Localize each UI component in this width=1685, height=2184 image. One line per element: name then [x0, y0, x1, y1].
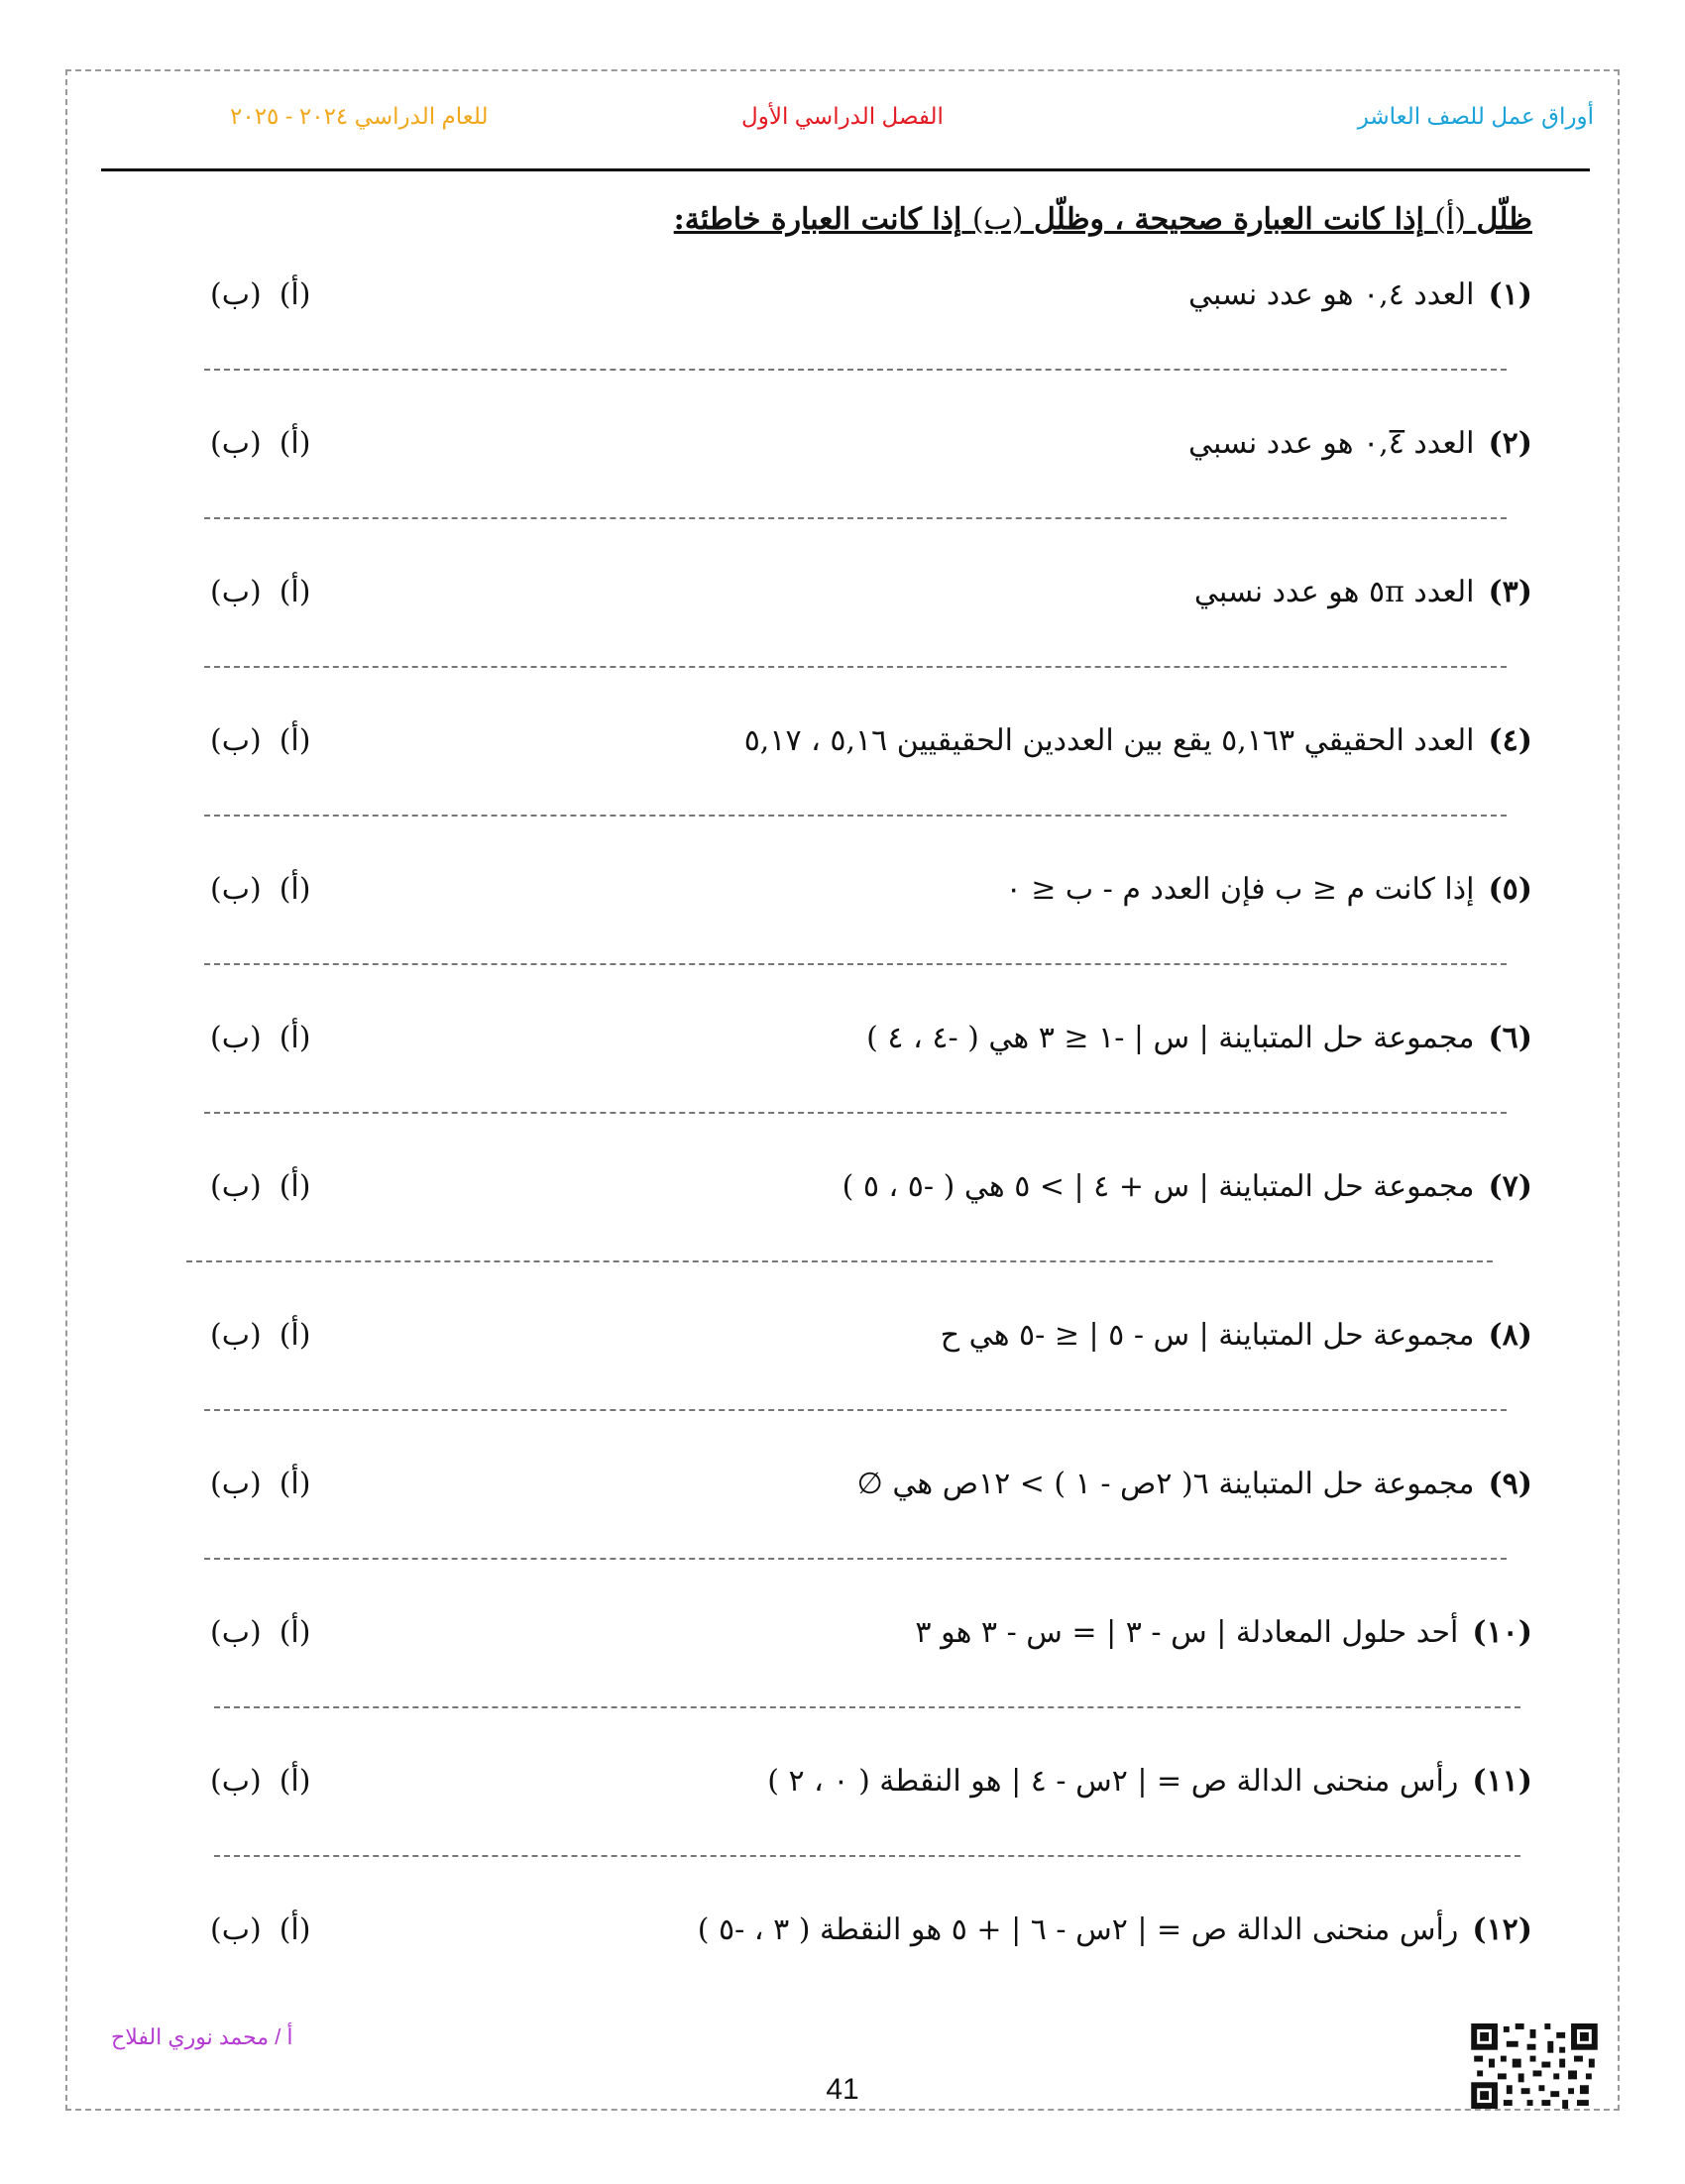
- question-number: (٥): [1488, 872, 1532, 907]
- question-separator: [204, 517, 1507, 519]
- header-divider: [101, 168, 1590, 171]
- question-separator: [204, 1112, 1507, 1114]
- instruction-part3: إذا كانت العبارة خاطئة:: [673, 202, 962, 237]
- choice-b-bubble[interactable]: (ب): [210, 872, 262, 907]
- choice-b-bubble[interactable]: (ب): [210, 723, 262, 758]
- question-10: [915, 1615, 1532, 1650]
- question-4: [744, 723, 1532, 758]
- question-text: العدد ٠,٤̅ هو عدد نسبي: [1188, 426, 1475, 461]
- question-text: رأس منحنى الدالة ص = | ٢س - ٦ | + ٥ هو النقطة ( ٣ ، -٥ ): [697, 1912, 1459, 1947]
- header-worksheet-title: أوراق عمل للصف العاشر: [1357, 103, 1594, 129]
- choice-a-bubble[interactable]: (أ): [279, 1764, 311, 1799]
- choice-b-bubble[interactable]: (ب): [210, 1615, 262, 1650]
- instruction-part2: إذا كانت العبارة صحيحة ، وظلّل: [1033, 202, 1424, 237]
- answer-choices: [210, 1169, 328, 1204]
- choice-b-bubble[interactable]: (ب): [210, 426, 262, 461]
- header-academic-year: للعام الدراسي ٢٠٢٤ - ٢٠٢٥: [230, 103, 489, 129]
- choice-a-bubble[interactable]: (أ): [279, 872, 311, 907]
- choice-b-bubble[interactable]: (ب): [210, 575, 262, 609]
- answer-choices: [210, 426, 328, 461]
- question-number: (٢): [1488, 426, 1532, 461]
- page-border: [65, 69, 1620, 2111]
- choice-b-bubble[interactable]: (ب): [210, 1169, 262, 1204]
- question-text: مجموعة حل المتباينة | س - ٥ | ≤ -٥ هي ح: [940, 1318, 1475, 1353]
- question-number: (٤): [1488, 723, 1532, 758]
- question-7: [842, 1169, 1532, 1204]
- question-separator: [204, 963, 1507, 965]
- choice-a-bubble[interactable]: (أ): [279, 723, 311, 758]
- question-number: (٣): [1488, 575, 1532, 609]
- choice-a-bubble[interactable]: (أ): [279, 1912, 311, 1947]
- instruction-choice-a: (أ): [1434, 202, 1467, 237]
- choice-a-bubble[interactable]: (أ): [279, 1169, 311, 1204]
- question-separator: [204, 1558, 1507, 1560]
- question-12: [698, 1912, 1532, 1947]
- question-text: العدد ٠,٤ هو عدد نسبي: [1188, 277, 1475, 312]
- question-text: مجموعة حل المتباينة | س + ٤ | > ٥ هي ( -٥ ، ٥ ): [842, 1169, 1475, 1204]
- question-text: العدد ٥π هو عدد نسبي: [1193, 575, 1475, 609]
- answer-choices: [210, 1615, 328, 1650]
- question-separator: [204, 815, 1507, 817]
- question-1: [1188, 277, 1532, 312]
- question-6: [866, 1021, 1532, 1055]
- page-number: 41: [826, 2073, 859, 2106]
- choice-b-bubble[interactable]: (ب): [210, 1912, 262, 1947]
- choice-a-bubble[interactable]: (أ): [279, 1318, 311, 1353]
- question-number: (١٠): [1472, 1615, 1532, 1650]
- choice-a-bubble[interactable]: (أ): [279, 1021, 311, 1055]
- question-11: [767, 1764, 1532, 1799]
- question-separator: [214, 1855, 1520, 1857]
- question-separator: [214, 1706, 1520, 1708]
- question-separator: [204, 1409, 1507, 1411]
- choice-a-bubble[interactable]: (أ): [279, 575, 311, 609]
- header-semester: الفصل الدراسي الأول: [741, 103, 944, 129]
- question-number: (٧): [1488, 1169, 1532, 1204]
- answer-choices: [210, 1764, 328, 1799]
- answer-choices: [210, 1021, 328, 1055]
- instruction-choice-b: (ب): [971, 202, 1024, 237]
- question-9: [857, 1467, 1532, 1501]
- answer-choices: [210, 723, 328, 758]
- answer-choices: [210, 1912, 328, 1947]
- choice-b-bubble[interactable]: (ب): [210, 1467, 262, 1501]
- question-number: (٨): [1488, 1318, 1532, 1353]
- question-text: أحد حلول المعادلة | س - ٣ | = س - ٣ هو ٣: [915, 1615, 1459, 1650]
- question-5: [1006, 872, 1532, 907]
- choice-a-bubble[interactable]: (أ): [279, 1615, 311, 1650]
- question-separator: [186, 1260, 1493, 1262]
- question-text: العدد الحقيقي ٥,١٦٣ يقع بين العددين الحقيقيين ٥,١٦ ، ٥,١٧: [743, 723, 1475, 758]
- answer-choices: [210, 1467, 328, 1501]
- question-text: مجموعة حل المتباينة | س | -١ ≤ ٣ هي ( -٤ ، ٤ ): [866, 1021, 1475, 1055]
- instructions: [674, 202, 1532, 237]
- question-number: (٦): [1488, 1021, 1532, 1055]
- choice-b-bubble[interactable]: (ب): [210, 1764, 262, 1799]
- question-separator: [204, 666, 1507, 668]
- qr-code-icon: [1471, 2023, 1598, 2109]
- question-text: مجموعة حل المتباينة ٦( ٢ص - ١ ) > ١٢ص هي ∅: [856, 1467, 1475, 1501]
- answer-choices: [210, 277, 328, 312]
- question-text: رأس منحنى الدالة ص = | ٢س - ٤ | هو النقطة ( ٠ ، ٢ ): [767, 1764, 1459, 1799]
- question-8: [941, 1318, 1532, 1353]
- choice-b-bubble[interactable]: (ب): [210, 277, 262, 312]
- choice-a-bubble[interactable]: (أ): [279, 1467, 311, 1501]
- question-number: (١): [1488, 277, 1532, 312]
- question-2: [1188, 426, 1532, 461]
- choice-a-bubble[interactable]: (أ): [279, 426, 311, 461]
- answer-choices: [210, 575, 328, 609]
- answer-choices: [210, 872, 328, 907]
- question-number: (١٢): [1472, 1912, 1532, 1947]
- choice-b-bubble[interactable]: (ب): [210, 1021, 262, 1055]
- question-3: [1194, 575, 1532, 609]
- question-separator: [204, 369, 1507, 371]
- author-name: أ / محمد نوري الفلاح: [111, 2024, 293, 2049]
- question-number: (٩): [1488, 1467, 1532, 1501]
- choice-b-bubble[interactable]: (ب): [210, 1318, 262, 1353]
- choice-a-bubble[interactable]: (أ): [279, 277, 311, 312]
- question-number: (١١): [1472, 1764, 1532, 1799]
- instruction-part1: ظلّل: [1476, 202, 1532, 237]
- question-text: إذا كانت م ≤ ب فإن العدد م - ب ≤ ٠: [1005, 872, 1475, 907]
- answer-choices: [210, 1318, 328, 1353]
